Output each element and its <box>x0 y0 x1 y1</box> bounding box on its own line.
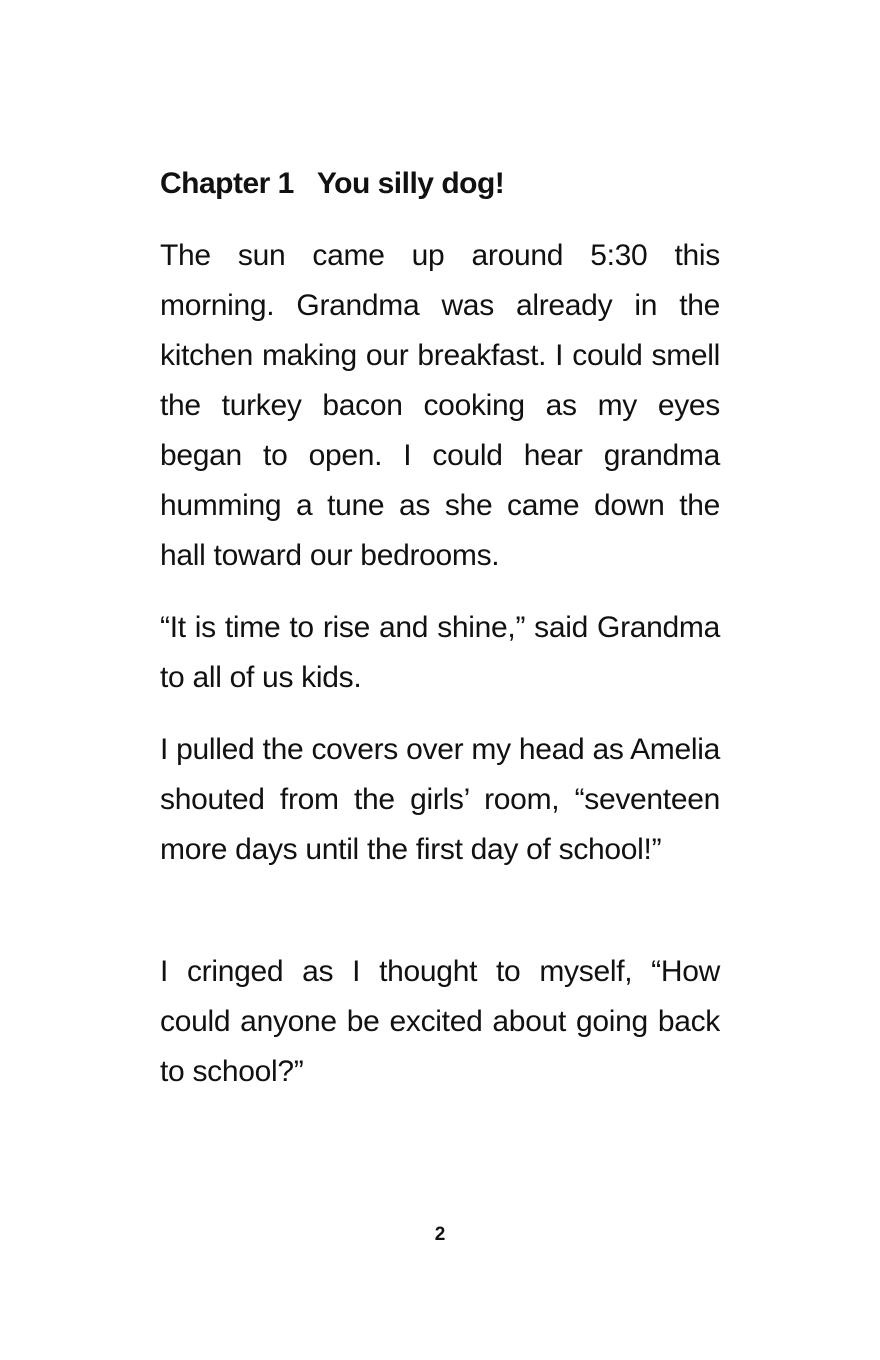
paragraph: “It is time to rise and shine,” said Grandma to all of us kids. <box>160 611 720 694</box>
paragraph: The sun came up around 5:30 this morning. Grandma was already in the kitchen making our breakfast. I could smell the turkey bacon cooking as my eyes began to open. I could hear grandma humming a tune as she came down the hall toward our bedrooms. <box>160 239 720 572</box>
paragraph: I pulled the covers over my head as Amelia shouted from the girls’ room, “seventeen more days until the first day of school!” <box>160 733 720 866</box>
chapter-title: You silly dog! <box>316 167 505 200</box>
chapter-number-label: Chapter 1 <box>160 167 294 200</box>
paragraph: I cringed as I thought to myself, “How could anyone be excited about going back to school?” <box>160 955 720 1088</box>
chapter-heading <box>160 164 720 204</box>
page-number: 2 <box>434 1224 446 1245</box>
